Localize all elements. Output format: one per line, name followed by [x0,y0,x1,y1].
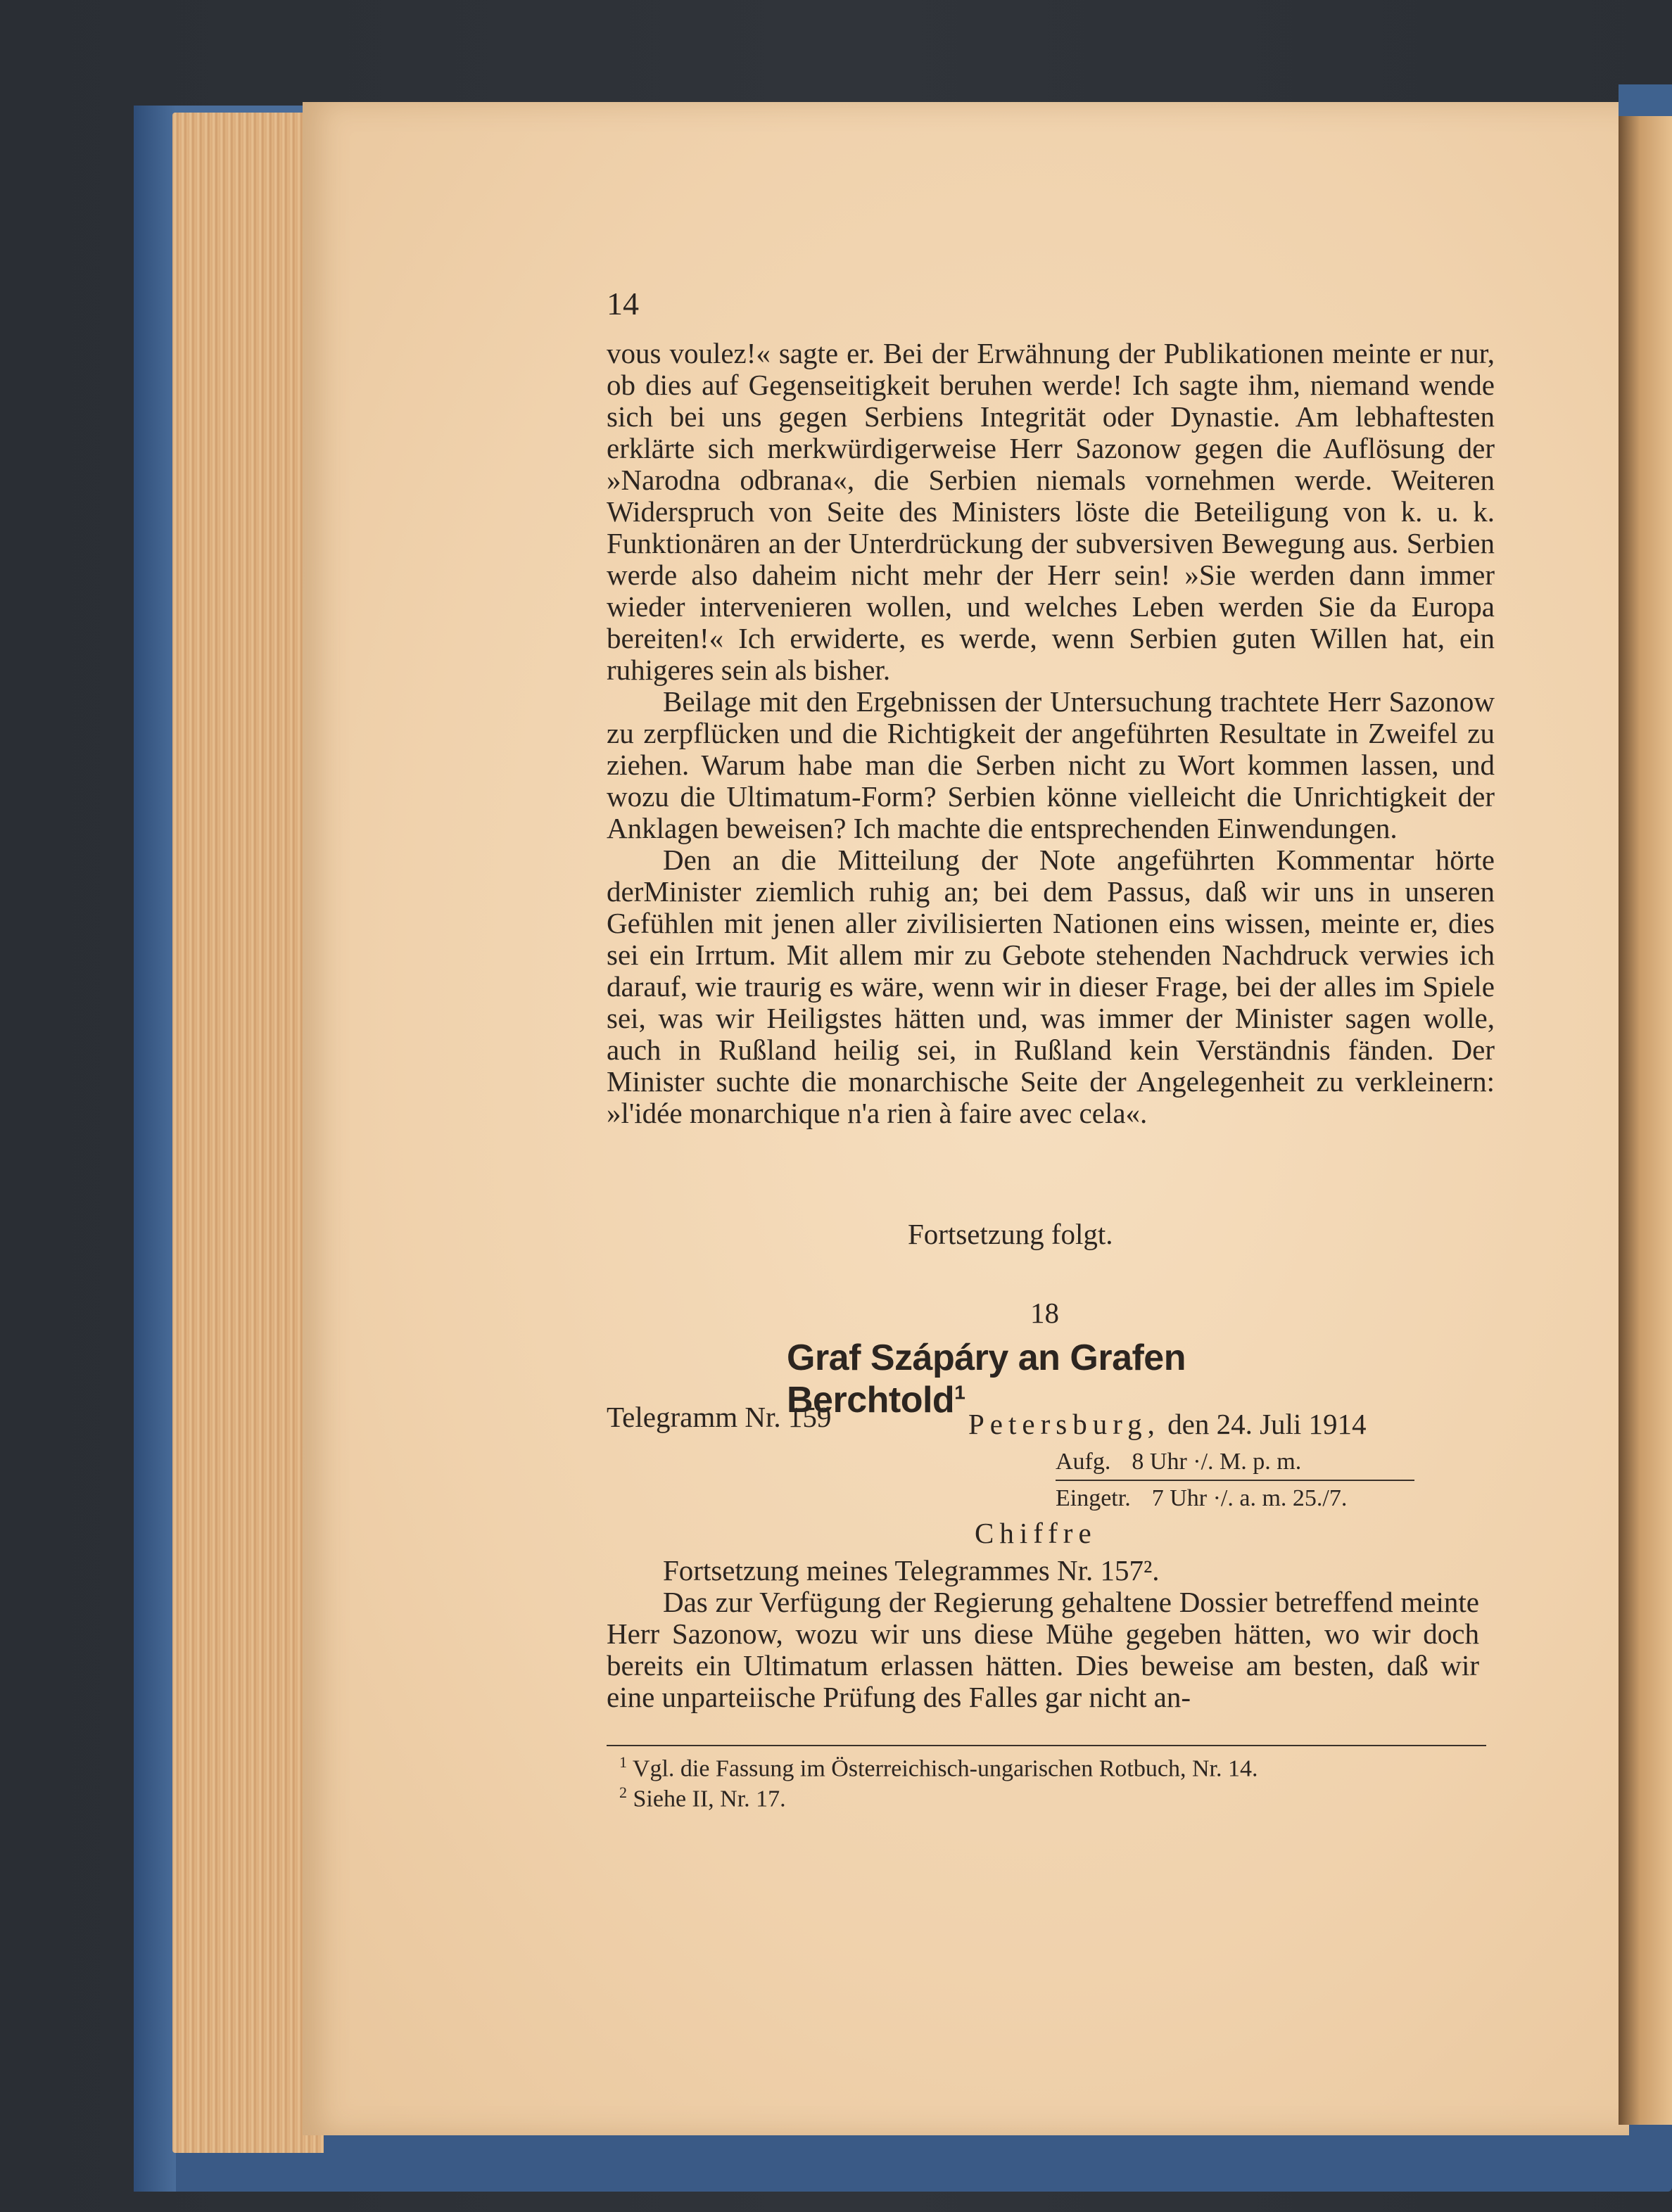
telegram-paragraph-2: Das zur Verfügung der Regierung gehaltene Dossier betreffend meinte Herr Sazonow, wozu wir uns diese Mühe gegeben hätten, wo wir doch bereits ein Ultimatum erlassen hätten. Dies beweise am besten, daß wir eine unparteiische Prüfung des Falles gar nicht an- [607,1586,1479,1713]
footnote-1-mark: 1 [619,1753,627,1771]
book-cover-edge [134,106,176,2192]
aufg-value: 8 Uhr ·/. M. p. m. [1132,1449,1302,1475]
footnote-1-text: Vgl. die Fassung im Österreichisch-ungarischen Rotbuch, Nr. 14. [632,1755,1258,1782]
footnote-rule [607,1745,1486,1746]
main-text [607,338,1495,1129]
date: den 24. Juli 1914 [1167,1408,1367,1440]
page-number: 14 [607,286,639,322]
paragraph-3: Den an die Mitteilung der Note angeführten Kommentar hörte derMinister ziemlich ruhig an; bei dem Passus, daß wir uns in unseren Gefühlen mit jenen aller zivilisierten Nationen eins wissen, meinte er, dies sei ein Irrtum. Mit allem mir zu Gebote stehenden Nachdruck verwies ich darauf, wie traurig es wäre, wenn wir in dieser Frage, bei der alles im Spiele sei, was wir Heiligstes hätten und, was immer der Minister sagen wolle, auch in Rußland heilig sei, in Rußland kein Verständnis fänden. Der Minister suchte die monarchische Seite der Angelegenheit zu verkleinern: »l'idée monarchique n'a rien à faire avec cela«. [607,844,1495,1129]
times-rule [1056,1480,1414,1481]
paragraph-1: vous voulez!« sagte er. Bei der Erwähnung der Publikationen meinte er nur, ob dies auf Gegenseitigkeit beruhen werde! Ich sagte ihm, niemand wende sich bei uns gegen Serbiens Integrität oder Dynastie. Am lebhaftesten erklärte sich merkwürdigerweise Herr Sazonow gegen die Auflösung der »Narodna odbrana«, die Serbien niemals vornehmen werde. Weiteren Widerspruch von Seite des Ministers löste die Beteiligung von k. u. k. Funktionären an der Unterdrückung der subversiven Bewegung aus. Serbien werde also daheim nicht mehr der Herr sein! »Sie werden dann immer wieder intervenieren wollen, und welches Leben werden Sie da Europa bereiten!« Ich erwiderte, es werde, wenn Serbien guten Willen hat, ein ruhigeres sein als bisher. [607,337,1495,686]
heading-footnote-mark: 1 [954,1381,965,1404]
place: Petersburg, [968,1408,1160,1440]
aufg-row [1056,1446,1414,1478]
footnote-1 [619,1750,1258,1781]
telegram-number: Telegramm Nr. 159 [607,1401,832,1433]
chiffre-label: Chiffre [975,1517,1097,1549]
footnote-2 [619,1781,1258,1811]
footnotes [619,1750,1258,1812]
footnote-2-text: Siehe II, Nr. 17. [633,1786,786,1812]
document-number: 18 [1030,1297,1059,1329]
paragraph-2: Beilage mit den Ergebnissen der Untersuchung trachtete Herr Sazonow zu zerpflücken und die Richtigkeit der angeführten Resultate in Zweifel zu ziehen. Warum habe man die Serben nicht zu Wort kommen lassen, und wozu die Ultimatum-Form? Serbien könne vielleicht die Unrichtigkeit der Anklagen beweisen? Ich machte die entsprechenden Einwendungen. [607,685,1495,844]
transmission-times [1056,1446,1414,1515]
heading-text: Graf Szápáry an Grafen Berchtold [787,1337,1186,1420]
aufg-label: Aufg. [1056,1449,1111,1475]
right-cover [1619,84,1672,116]
place-date [968,1407,1367,1441]
telegram-paragraph-1: Fortsetzung meines Telegrammes Nr. 157². [663,1554,1160,1587]
eingetr-label: Eingetr. [1056,1485,1131,1511]
book-gutter [1619,106,1672,2125]
telegram-body [607,1555,1479,1713]
continued-note: Fortsetzung folgt. [908,1218,1113,1250]
eingetr-value: 7 Uhr ·/. a. m. 25./7. [1151,1485,1348,1511]
eingetr-row [1056,1482,1414,1515]
page-stack [172,113,324,2153]
footnote-2-mark: 2 [619,1784,627,1802]
